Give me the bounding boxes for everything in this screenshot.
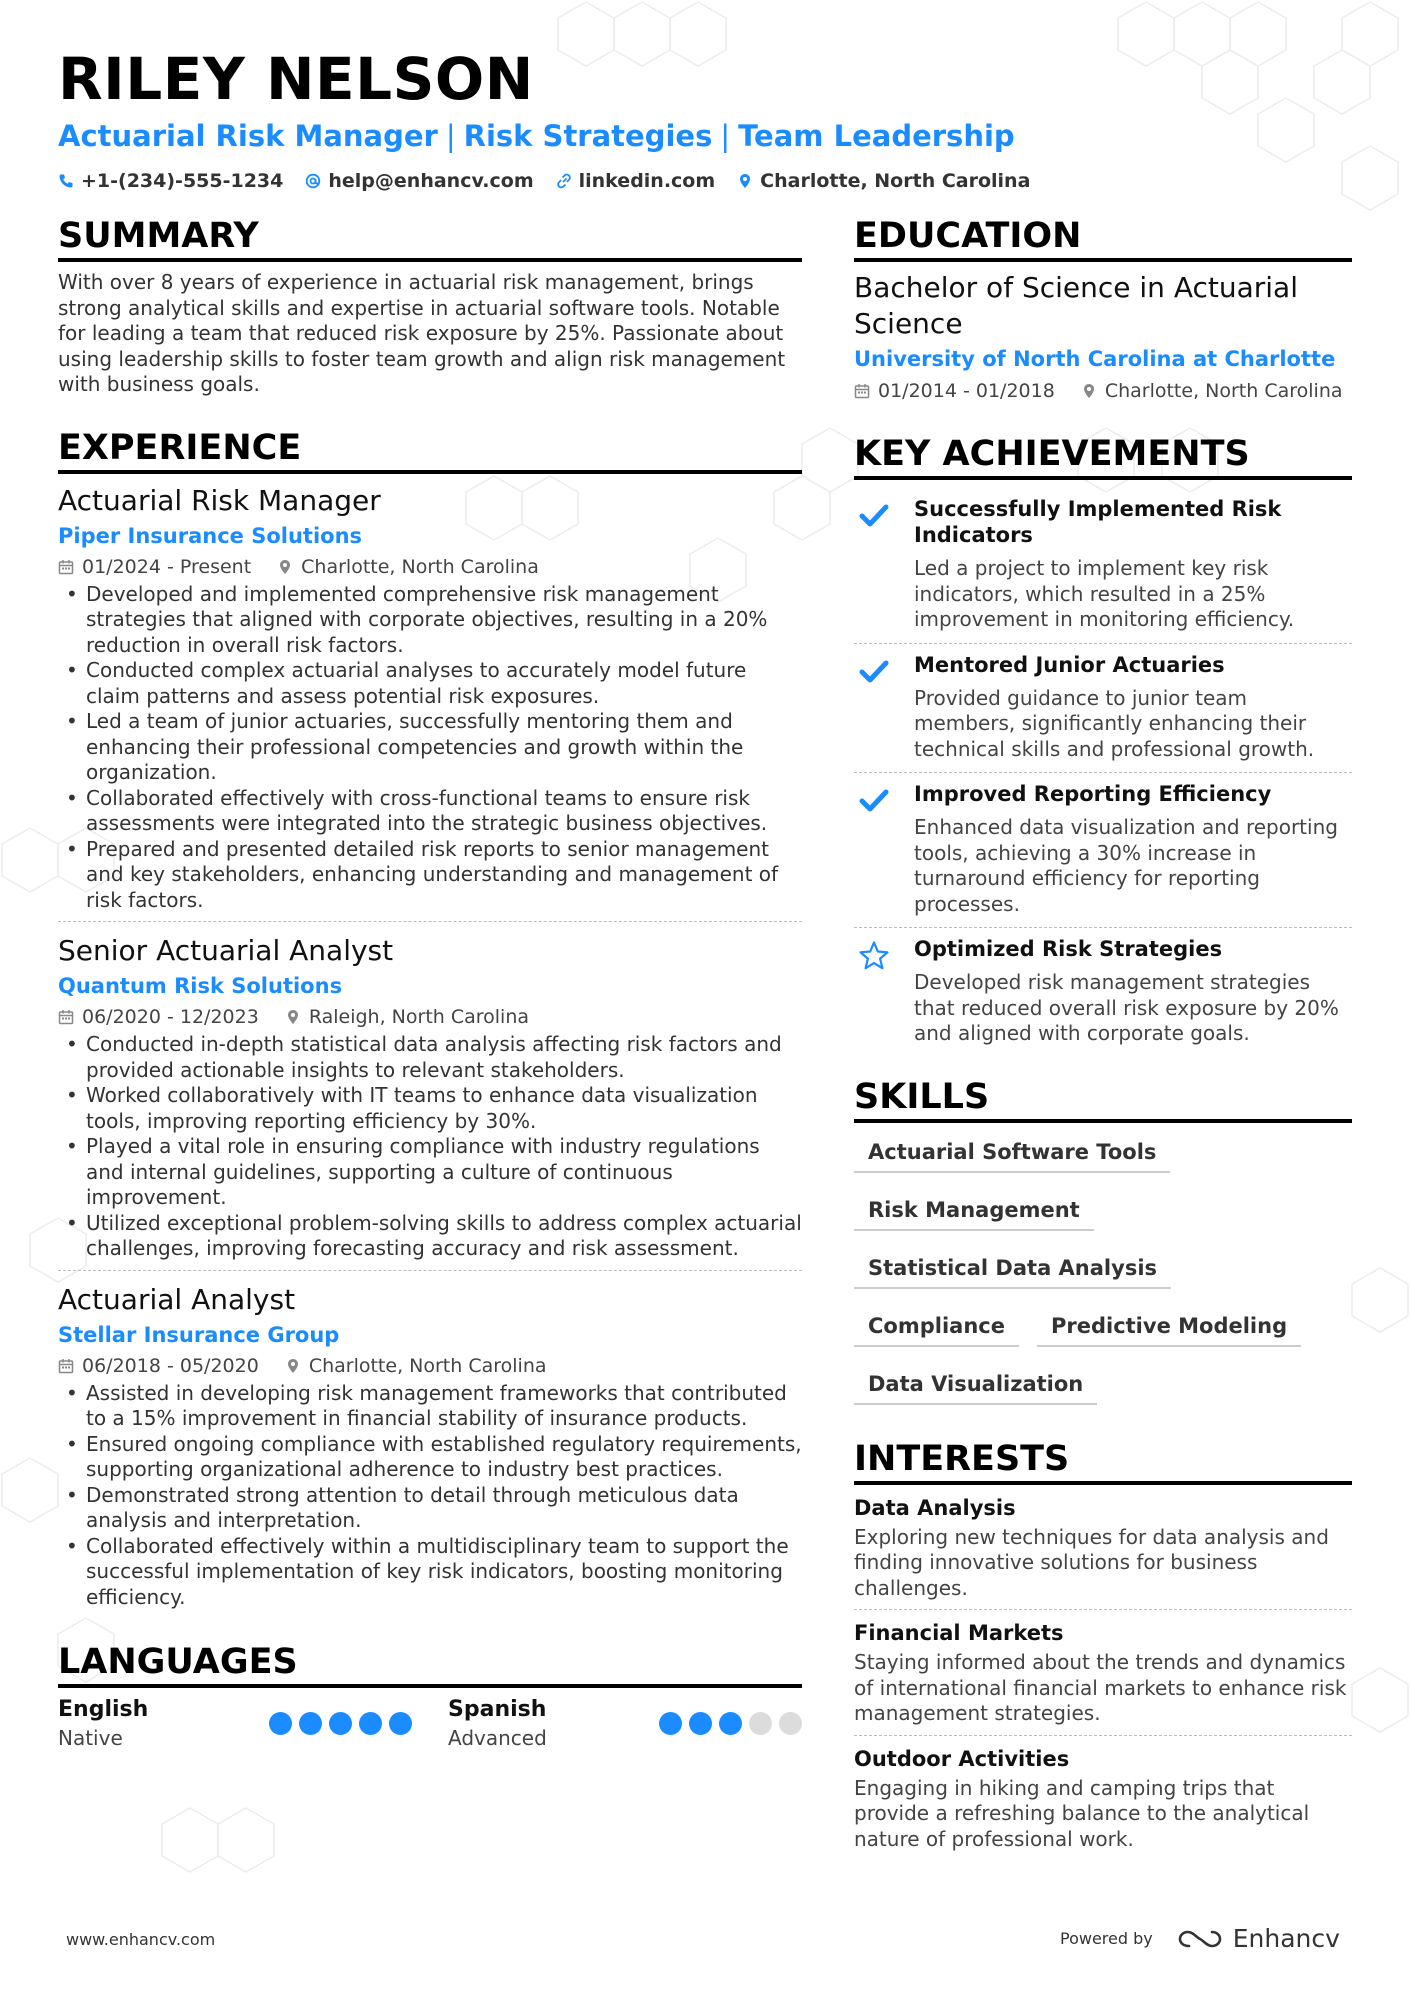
interest-item [854,1493,1352,1611]
skill-tag: Actuarial Software Tools [854,1137,1170,1173]
interest-title: Outdoor Activities [854,1746,1070,1771]
bullet-item: • Played a vital role in ensuring compliance with industry regulations and internal guidelines, supporting a culture of continuous improvement. [58,1134,802,1211]
bullet-item: • Assisted in developing risk management frameworks that contributed to a 15% improvement in financial stability of insurance products. [58,1381,802,1432]
job-bullets [58,1381,802,1611]
bullet-item: • Conducted complex actuarial analyses to accurately model future claim patterns and assess potential risk exposures. [58,658,802,709]
location-pin-icon [1081,383,1097,399]
job-dates [58,1351,259,1381]
bullet-item: • Collaborated effectively with cross-functional teams to ensure risk assessments were integrated into the strategic business objectives. [58,786,802,837]
job-title: Actuarial Analyst [58,1282,296,1316]
achievement-item [854,488,1352,644]
section-title: EDUCATION [854,214,1352,262]
powered-by-text: Powered by [1060,1929,1153,1948]
location-pin-icon [285,1009,301,1025]
language-entry [448,1696,802,1752]
headline-item: Team Leadership [738,119,1015,153]
skills-section [854,1075,1352,1405]
interest-item [854,1618,1352,1736]
language-level: Advanced [448,1726,547,1750]
location-pin-icon [285,1358,301,1374]
achievements-section [854,432,1352,1057]
check-icon [858,656,890,688]
headline-separator: | [720,119,731,153]
bullet-item: • Conducted in-depth statistical data analysis affecting risk factors and provided actionable insights to relevant stakeholders. [58,1032,802,1083]
interest-desc: Exploring new techniques for data analysis and finding innovative solutions for business challenges. [854,1524,1329,1600]
degree-title: Bachelor of Science in Actuarial Science [854,271,1298,340]
rating-dot-filled [719,1712,742,1735]
job-entry [58,932,802,1271]
job-bullets [58,582,802,914]
contact-email[interactable] [305,166,533,196]
enhancv-logo-icon [1177,1926,1223,1952]
achievement-title: Successfully Implemented Risk Indicators [914,497,1282,547]
rating-dot-filled [299,1712,322,1735]
footer-branding [1060,1924,1340,1953]
section-title: SKILLS [854,1075,1352,1123]
achievement-desc: Enhanced data visualization and reporting tools, achieving a 30% increase in turnaround efficiency for reporting processes. [914,815,1338,916]
contact-linkedin[interactable] [556,166,716,196]
location-text: Charlotte, North Carolina [1104,380,1343,402]
headline-item: Risk Strategies [463,119,713,153]
language-entry [58,1696,412,1752]
achievement-title: Mentored Junior Actuaries [914,652,1225,677]
skill-tag: Data Visualization [854,1369,1097,1405]
phone-icon [58,173,74,189]
skill-tag: Compliance [854,1311,1019,1347]
dates-text: 01/2014 - 01/2018 [878,380,1055,402]
achievement-desc: Provided guidance to junior team members, significantly enhancing their technical skills and professional growth. [914,685,1315,761]
location-text: Charlotte, North Carolina [301,555,539,578]
achievement-title: Optimized Risk Strategies [914,937,1223,961]
linkedin-text: linkedin.com [578,170,716,192]
bullet-item: • Utilized exceptional problem-solving skills to address complex actuarial challenges, improving forecasting accuracy and risk assessment. [58,1211,802,1262]
education-location [1081,376,1343,406]
skills-list [854,1137,1352,1405]
education-section [854,214,1352,406]
star-icon [858,940,890,972]
bullet-item: • Worked collaboratively with IT teams to enhance data visualization tools, improving reporting efficiency by 30%. [58,1083,802,1134]
rating-dot-filled [329,1712,352,1735]
location-pin-icon [277,559,293,575]
check-icon [858,785,890,817]
achievement-desc: Developed risk management strategies that reduced overall risk exposure by 20% and aligned with corporate goals. [914,970,1339,1045]
job-dates [58,1002,259,1032]
bullet-item: • Developed and implemented comprehensive risk management strategies that aligned with corporate objectives, resulting in a 20% reduction in overall risk factors. [58,582,802,659]
rating-dot-filled [269,1712,292,1735]
languages-section [58,1640,802,1752]
job-location [285,1002,529,1032]
interest-title: Data Analysis [854,1495,1016,1520]
interest-item [854,1744,1352,1861]
interest-desc: Staying informed about the trends and dynamics of international financial markets to enhance risk management strategies. [854,1650,1347,1725]
job-entry [58,482,802,923]
contact-phone[interactable] [58,166,283,196]
brand-logo[interactable] [1177,1924,1340,1953]
section-title: KEY ACHIEVEMENTS [854,432,1352,480]
job-entry [58,1281,802,1619]
section-title: LANGUAGES [58,1640,802,1688]
bullet-item: • Collaborated effectively within a multidisciplinary team to support the successful implementation of key risk indicators, boosting monitoring efficiency. [58,1534,802,1611]
at-icon [305,173,321,189]
link-icon [556,173,572,189]
skill-tag: Risk Management [854,1195,1094,1231]
job-location [277,552,539,582]
school-name: University of North Carolina at Charlotte [854,347,1336,371]
location-pin-icon [737,173,753,189]
interest-desc: Engaging in hiking and camping trips that provide a refreshing balance to the analytical nature of professional work. [854,1775,1310,1851]
achievement-desc: Led a project to implement key risk indicators, which resulted in a 25% improvement in monitoring efficiency. [914,556,1295,631]
candidate-name: RILEY NELSON [58,45,534,113]
job-meta [58,1002,802,1032]
phone-text: +1-(234)-555-1234 [81,170,284,192]
achievement-title: Improved Reporting Efficiency [914,782,1272,806]
job-location [285,1351,547,1381]
rating-dot-empty [749,1712,772,1735]
bullet-item: • Ensured ongoing compliance with established regulatory requirements, supporting organizational adherence to industry best practices. [58,1432,802,1483]
section-title: INTERESTS [854,1437,1352,1485]
footer-website[interactable]: www.enhancv.com [66,1930,216,1949]
dates-text: 06/2020 - 12/2023 [82,1006,259,1028]
section-title: SUMMARY [58,214,802,262]
section-title: EXPERIENCE [58,426,802,474]
calendar-icon [58,1009,74,1025]
education-dates [854,376,1055,406]
summary-text: With over 8 years of experience in actuarial risk management, brings strong analytical skills and expertise in actuarial software tools. Notable for leading a team that reduced risk exposure by 25%. Passionate about using leadership skills to foster team growth and align risk management with business goals. [58,270,786,396]
company-name: Stellar Insurance Group [58,1322,340,1347]
company-name: Piper Insurance Solutions [58,523,363,548]
headline-separator: | [445,119,456,153]
rating-dot-filled [389,1712,412,1735]
experience-section [58,426,802,1619]
interest-title: Financial Markets [854,1621,1064,1645]
language-rating [659,1712,802,1752]
language-name: English [58,1697,149,1722]
job-meta [58,552,802,582]
location-text: Charlotte, North Carolina [760,170,1031,192]
contact-location [737,166,1030,196]
job-dates [58,552,251,582]
rating-dot-filled [689,1712,712,1735]
job-bullets [58,1032,802,1262]
email-text: help@enhancv.com [328,170,534,192]
headline-item: Actuarial Risk Manager [58,119,438,153]
rating-dot-filled [359,1712,382,1735]
language-level: Native [58,1726,123,1750]
rating-dot-filled [659,1712,682,1735]
job-title: Senior Actuarial Analyst [58,934,394,967]
achievement-item [854,644,1352,774]
skill-tag: Statistical Data Analysis [854,1253,1171,1289]
left-column [58,214,802,1752]
languages-list [58,1696,802,1752]
bullet-item: • Prepared and presented detailed risk reports to senior management and key stakeholders, enhancing understanding and management of risk factors. [58,837,802,914]
education-meta [854,376,1352,406]
language-name: Spanish [448,1697,547,1722]
location-text: Charlotte, North Carolina [308,1354,547,1377]
bullet-item: • Led a team of junior actuaries, successfully mentoring them and enhancing their professional competencies and growth within the organization. [58,709,802,786]
location-text: Raleigh, North Carolina [308,1006,530,1028]
contact-bar [58,166,1030,196]
headline [58,116,1015,156]
interests-section [854,1437,1352,1861]
calendar-icon [58,559,74,575]
skill-tag: Predictive Modeling [1037,1311,1301,1347]
rating-dot-empty [779,1712,802,1735]
summary-section [58,214,802,398]
check-icon [858,500,890,532]
achievement-item [854,773,1352,928]
calendar-icon [854,383,870,399]
calendar-icon [58,1358,74,1374]
brand-name: Enhancv [1232,1924,1340,1953]
job-meta [58,1351,802,1381]
achievement-item [854,928,1352,1057]
job-title: Actuarial Risk Manager [58,483,381,517]
company-name: Quantum Risk Solutions [58,974,343,998]
dates-text: 06/2018 - 05/2020 [82,1354,259,1377]
dates-text: 01/2024 - Present [82,555,252,578]
language-rating [269,1712,412,1752]
right-column [854,214,1352,1868]
bullet-item: • Demonstrated strong attention to detail through meticulous data analysis and interpretation. [58,1483,802,1534]
